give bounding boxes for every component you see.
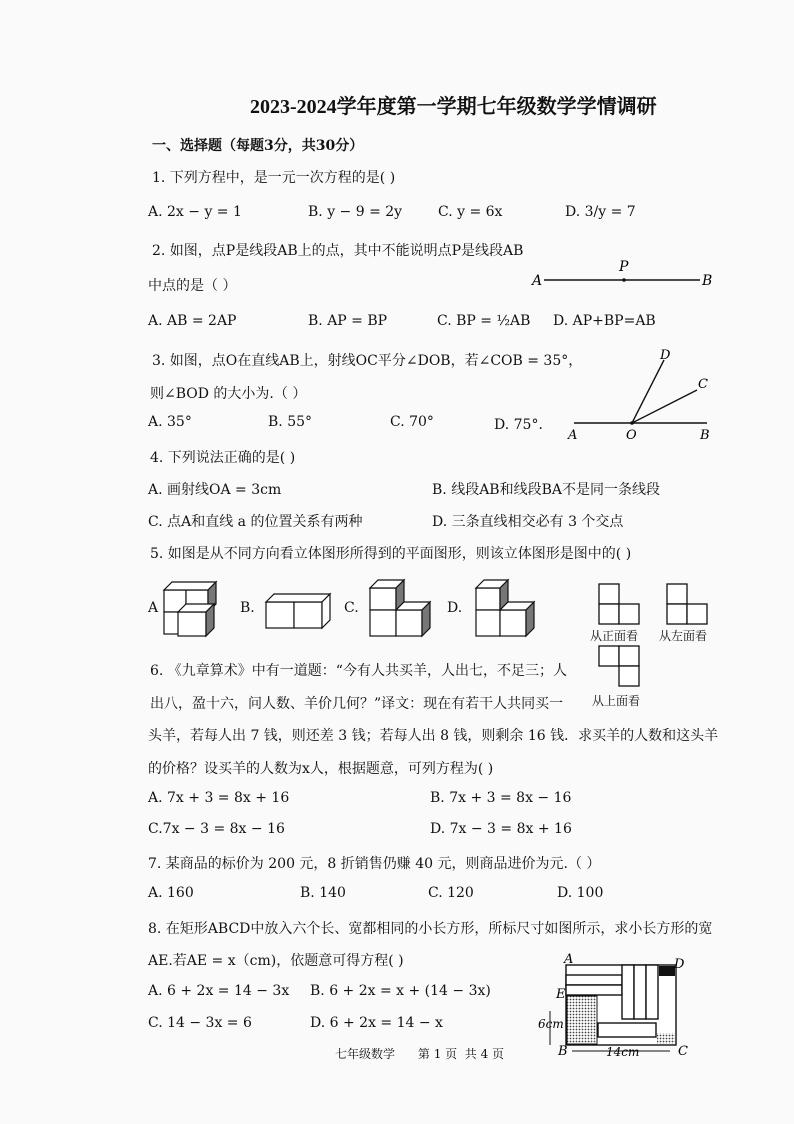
q1-stem: 1. 下列方程中，是一元一次方程的是( ) — [152, 170, 396, 186]
q6-line3: 头羊，若每人出 7 钱，则还差 3 钱；若每人出 8 钱，则剩余 16 钱．求买羊的人数和这头羊 — [148, 728, 719, 744]
top-view-label: 从上面看 — [592, 694, 641, 708]
q8-option-b: B. 6 + 2x = x + (14 − 3x) — [310, 983, 491, 999]
q8-option-c: C. 14 − 3x = 6 — [148, 1015, 252, 1031]
q3-option-b: B. 55° — [268, 414, 313, 430]
q2-option-c: C. BP = ½AB — [437, 313, 531, 329]
rectangle-figure — [536, 953, 706, 1063]
label-c: C — [698, 377, 708, 392]
page-title: 2023-2024学年度第一学期七年级数学学情调研 — [250, 96, 657, 118]
q3-stem-line1: 3. 如图，点O在直线AB上，射线OC平分∠DOB，若∠COB = 35°， — [152, 353, 583, 369]
label-b: B — [700, 428, 710, 443]
q2-option-b: B. AP = BP — [308, 313, 388, 329]
q5-option-c-label: C. — [344, 600, 359, 616]
segment-ab-figure — [530, 258, 720, 292]
q5-stem: 5. 如图是从不同方向看立体图形所得到的平面图形，则该立体图形是图中的( ) — [150, 546, 632, 562]
left-view-label: 从左面看 — [659, 629, 708, 643]
label-d: D — [674, 957, 685, 972]
q6-option-a: A. 7x + 3 = 8x + 16 — [148, 790, 290, 806]
section-heading: 一、选择题（每题3分，共30分） — [152, 138, 364, 154]
label-14cm: 14cm — [606, 1045, 640, 1059]
q5-option-d-label: D. — [447, 600, 463, 616]
angle-figure — [562, 348, 712, 443]
label-d: D — [660, 348, 671, 363]
q4-option-b: B. 线段AB和线段BA不是同一条线段 — [432, 482, 660, 498]
q7-stem: 7. 某商品的标价为 200 元，8 折销售仍赚 40 元，则商品进价为元.（ ） — [148, 856, 601, 872]
q8-line2: AE.若AE = x（cm)，依题意可得方程( ) — [148, 953, 404, 969]
label-b: B — [702, 273, 713, 289]
q4-stem: 4. 下列说法正确的是( ) — [150, 450, 296, 466]
label-b: B — [558, 1044, 568, 1059]
q4-option-d: D. 三条直线相交必有 3 个交点 — [432, 514, 624, 530]
q7-option-c: C. 120 — [428, 885, 474, 901]
front-view — [597, 582, 647, 628]
q1-option-c: C. y = 6x — [438, 204, 503, 220]
label-o: O — [626, 428, 637, 443]
q2-option-a: A. AB = 2AP — [148, 313, 237, 329]
label-a: A — [568, 428, 578, 443]
q5-option-a-label: A — [148, 600, 159, 616]
q6-option-d: D. 7x − 3 = 8x + 16 — [430, 821, 572, 837]
label-a: A — [564, 952, 574, 967]
q1-option-b: B. y − 9 = 2y — [308, 204, 403, 220]
q6-line1: 6. 《九章算术》中有一道题：“今有人共买羊，人出七，不足三；人 — [150, 663, 567, 679]
left-view — [665, 582, 715, 628]
q1-option-d: D. 3/y = 7 — [565, 204, 636, 220]
q5-option-b-label: B. — [240, 600, 255, 616]
q6-line2: 出八，盈十六，问人数、羊价几何？”译文：现在有若干人共同买一 — [150, 696, 564, 712]
q8-option-d: D. 6 + 2x = 14 − x — [310, 1015, 443, 1031]
q8-option-a: A. 6 + 2x = 14 − 3x — [148, 983, 290, 999]
solid-b-figure — [262, 588, 332, 638]
q3-stem-line2: 则∠BOD 的大小为.（ ） — [150, 386, 307, 402]
solid-a-figure — [160, 572, 235, 642]
top-view — [597, 644, 647, 690]
front-view-label: 从正面看 — [590, 629, 639, 643]
page-footer: 七年级数学 第 1 页 共 4 页 — [335, 1047, 505, 1061]
label-c: C — [678, 1044, 688, 1059]
q2-stem-line1: 2. 如图，点P是线段AB上的点，其中不能说明点P是线段AB — [152, 243, 524, 259]
label-a: A — [532, 273, 543, 289]
q8-line1: 8. 在矩形ABCD中放入六个长、宽都相同的小长方形，所标尺寸如图所示，求小长方形的宽 — [148, 921, 713, 937]
q7-option-b: B. 140 — [300, 885, 346, 901]
q4-option-a: A. 画射线OA = 3cm — [148, 482, 282, 498]
q2-stem-line2: 中点的是（ ） — [148, 278, 237, 294]
q1-option-a: A. 2x − y = 1 — [148, 204, 242, 220]
label-6cm: 6cm — [538, 1017, 564, 1031]
q6-line4: 的价格？设买羊的人数为x人，根据题意，可列方程为( ) — [148, 761, 494, 777]
q3-option-d: D. 75°． — [494, 417, 553, 433]
q3-option-c: C. 70° — [390, 414, 434, 430]
q2-option-d: D. AP+BP=AB — [553, 313, 656, 329]
label-e: E — [556, 987, 566, 1002]
solid-c-figure — [366, 572, 436, 642]
q6-option-b: B. 7x + 3 = 8x − 16 — [430, 790, 572, 806]
q7-option-a: A. 160 — [148, 885, 194, 901]
q6-option-c: C.7x − 3 = 8x − 16 — [148, 821, 285, 837]
q4-option-c: C. 点A和直线 a 的位置关系有两种 — [148, 514, 363, 530]
q3-option-a: A. 35° — [148, 414, 192, 430]
solid-d-figure — [470, 572, 545, 642]
q7-option-d: D. 100 — [557, 885, 604, 901]
label-p: P — [619, 259, 629, 275]
